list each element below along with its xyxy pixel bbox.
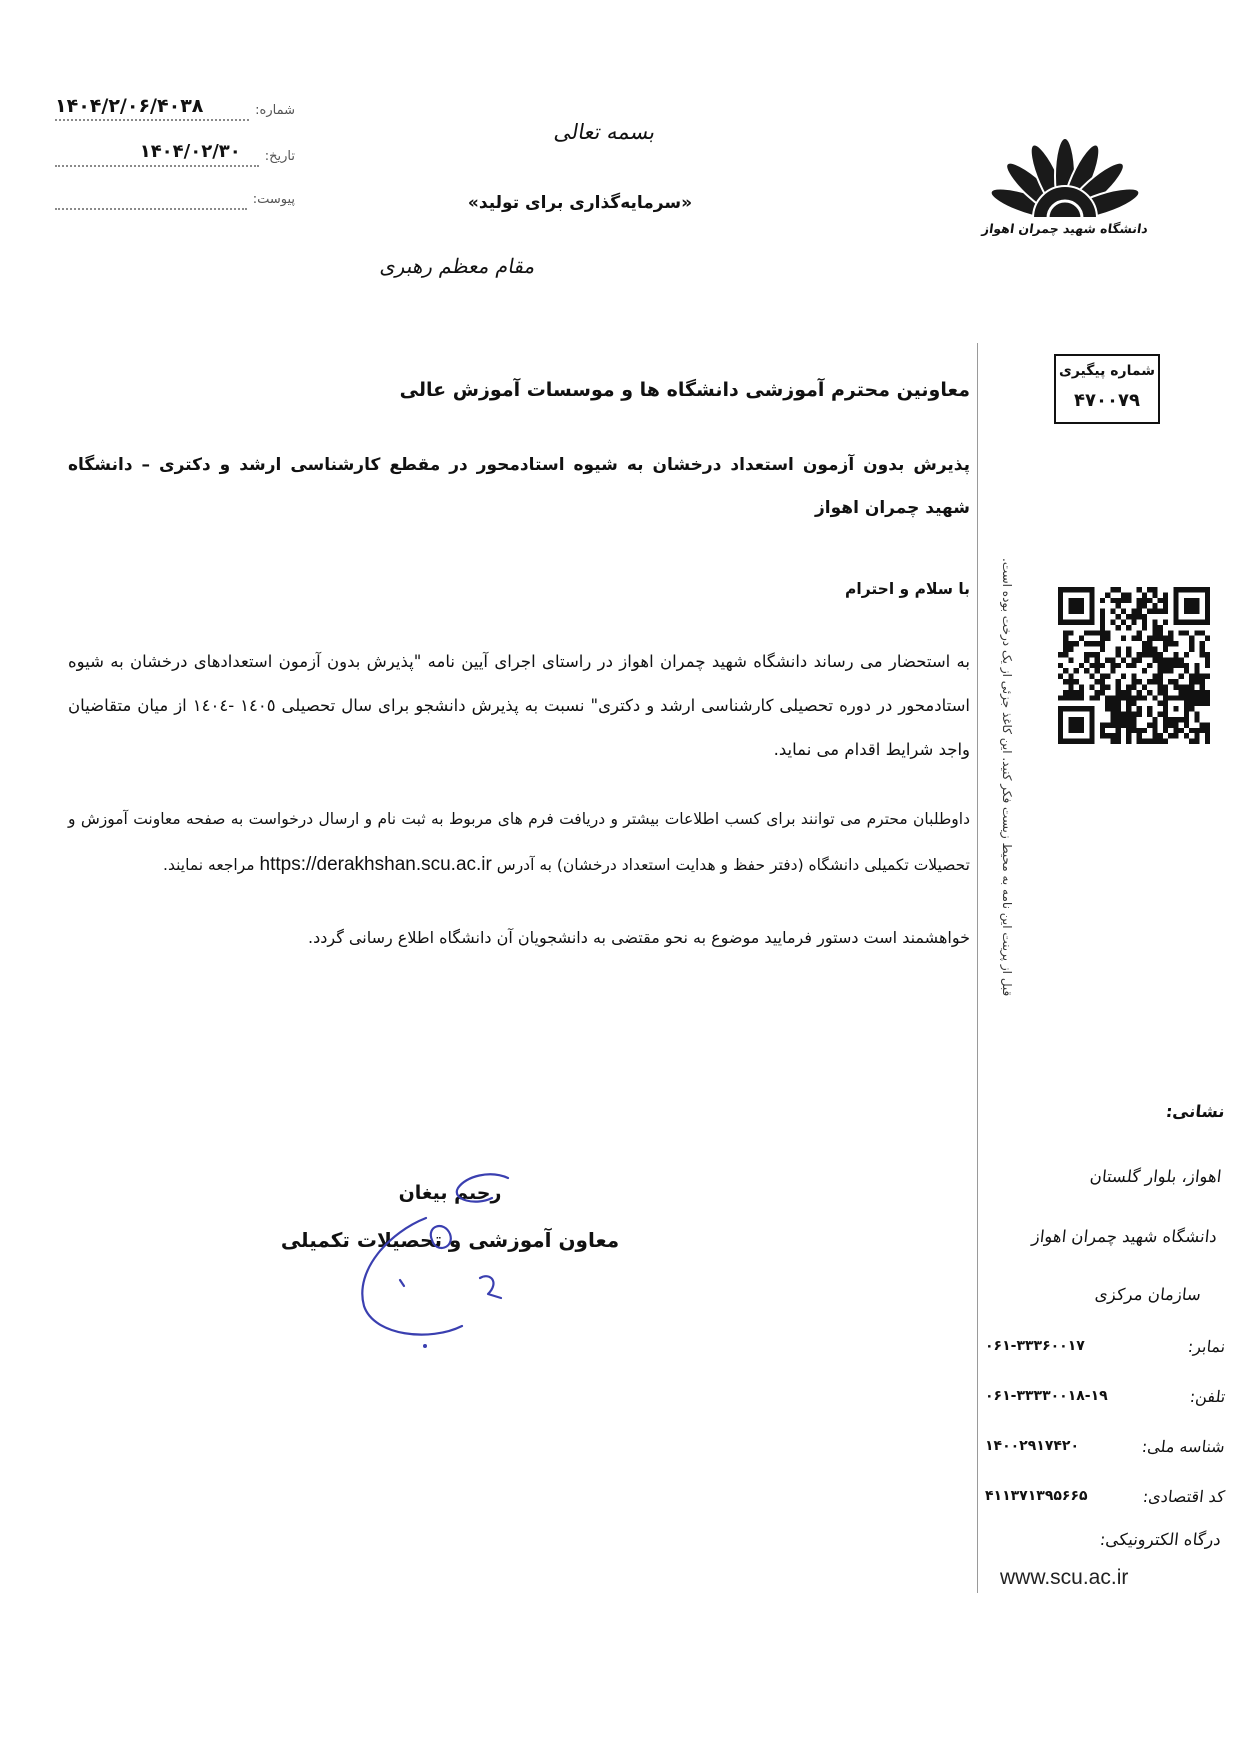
signatory-title: معاون آموزشی و تحصیلات تکمیلی [280, 1228, 620, 1252]
qr-finder-top-left [1058, 587, 1095, 625]
letter-date-label: تاریخ: [264, 149, 295, 164]
national-id-label: شناسه ملی: [1141, 1436, 1226, 1456]
letter-recipient: معاونین محترم آموزشی دانشگاه ها و موسسات آموزش عالی [399, 379, 970, 401]
university-website[interactable]: www.scu.ac.ir [1000, 1566, 1129, 1589]
national-id-value: ۱۴۰۰۲۹۱۷۴۲۰ [985, 1438, 1079, 1454]
national-id-row [985, 1432, 1225, 1460]
phone-row [985, 1382, 1225, 1410]
address-heading: نشانی: [1165, 1102, 1226, 1121]
letter-date-value: ۱۴۰۴/۰۲/۳۰ [139, 141, 241, 162]
environment-side-note: قبل از پرینت این نامه به محیط زیست فکر کنید. این کاغذ جزئی از یک درخت بوده است. [1000, 557, 1014, 997]
letter-greeting: با سلام و احترام [845, 580, 970, 598]
tracking-number-box [1054, 354, 1160, 424]
signature-block [235, 1176, 665, 1258]
address-line-office: سازمان مرکزی [1094, 1285, 1202, 1304]
university-fan-logo-icon [990, 128, 1140, 220]
letter-date-row [55, 139, 295, 167]
slogan-attribution: مقام معظم رهبری [378, 254, 538, 278]
letter-attachment-row [55, 182, 295, 210]
qr-code-icon[interactable] [1058, 587, 1210, 744]
letter-subject: پذیرش بدون آزمون استعداد درخشان به شیوه استادمحور در مقطع کارشناسی ارشد و دکتری – دانشگاه شهید چمران اهواز [68, 455, 970, 518]
letter-attachment-label: پیوست: [252, 192, 295, 207]
phone-value: ۰۶۱-۳۳۳۳۰۰۱۸-۱۹ [985, 1388, 1108, 1404]
letter-paragraph-2 [68, 797, 970, 888]
economic-code-label: کد اقتصادی: [1142, 1486, 1226, 1506]
letter-number-value: ۱۴۰۴/۲/۰۶/۴۰۳۸ [55, 95, 204, 117]
economic-code-row [985, 1482, 1225, 1510]
signatory-name: رحیم بیغان [398, 1182, 502, 1204]
letter-date-field [55, 139, 259, 167]
fax-row [985, 1332, 1225, 1360]
portal-label: درگاه الکترونیکی: [1099, 1530, 1222, 1549]
economic-code-value: ۴۱۱۳۷۱۳۹۵۶۶۵ [985, 1488, 1088, 1504]
qr-alignment-pattern [1163, 695, 1189, 722]
margin-divider [977, 343, 978, 1593]
paragraph-2-ending: مراجعه نمایند. [163, 856, 255, 874]
letter-attachment-field [55, 182, 247, 210]
phone-label: تلفن: [1188, 1386, 1226, 1406]
tracking-number-label: شماره پیگیری [1059, 363, 1155, 379]
letter-paragraph-1: به استحضار می رساند دانشگاه شهید چمران اهواز در راستای اجرای آیین نامه "پذیرش بدون آزمون استعدادهای درخشان به شیوه استادمحور در دوره تحصیلی کارشناسی ارشد و دکتری" نسبت به پذیرش دانشجو برای سال تحصیلی ١٤٠٥ -١٤٠٤ از میان متقاضیان واجد شرایط اقدام می نماید. [68, 652, 971, 759]
letter-closing: خواهشمند است دستور فرمایید موضوع به نحو مقتضی به دانشجویان آن دانشگاه اطلاع رسانی گردد. [308, 928, 970, 947]
letter-number-field [55, 93, 249, 121]
address-line-university: دانشگاه شهید چمران اهواز [1031, 1227, 1218, 1246]
qr-finder-top-right [1173, 587, 1210, 625]
letter-body [68, 372, 970, 958]
bismillah-heading: بسمه تعالی [552, 120, 658, 144]
fax-value: ۰۶۱-۳۳۳۶۰۰۱۷ [985, 1338, 1085, 1354]
qr-finder-bottom-left [1058, 706, 1095, 744]
address-line-street: اهواز، بلوار گلستان [1088, 1167, 1222, 1186]
derakhshan-website-link[interactable]: https://derakhshan.scu.ac.ir [259, 854, 492, 875]
slogan: «سرمایه‌گذاری برای تولید» [467, 193, 693, 213]
paragraph-2-text: داوطلبان محترم می توانند برای کسب اطلاعات بیشتر و دریافت فرم های مربوط به ثبت نام و ارسال درخواست به صفحه معاونت آموزش و تحصیلات تکمیلی دانشگاه (دفتر حفظ و هدایت استعداد درخشان) به آدرس [68, 810, 970, 874]
letter-number-label: شماره: [255, 103, 295, 118]
tracking-number-value: ۴۷۰۰۷۹ [1074, 390, 1140, 411]
letter-number-row [55, 93, 295, 121]
fax-label: نمابر: [1186, 1336, 1226, 1356]
university-logo-caption: دانشگاه شهید چمران اهواز [981, 221, 1149, 236]
